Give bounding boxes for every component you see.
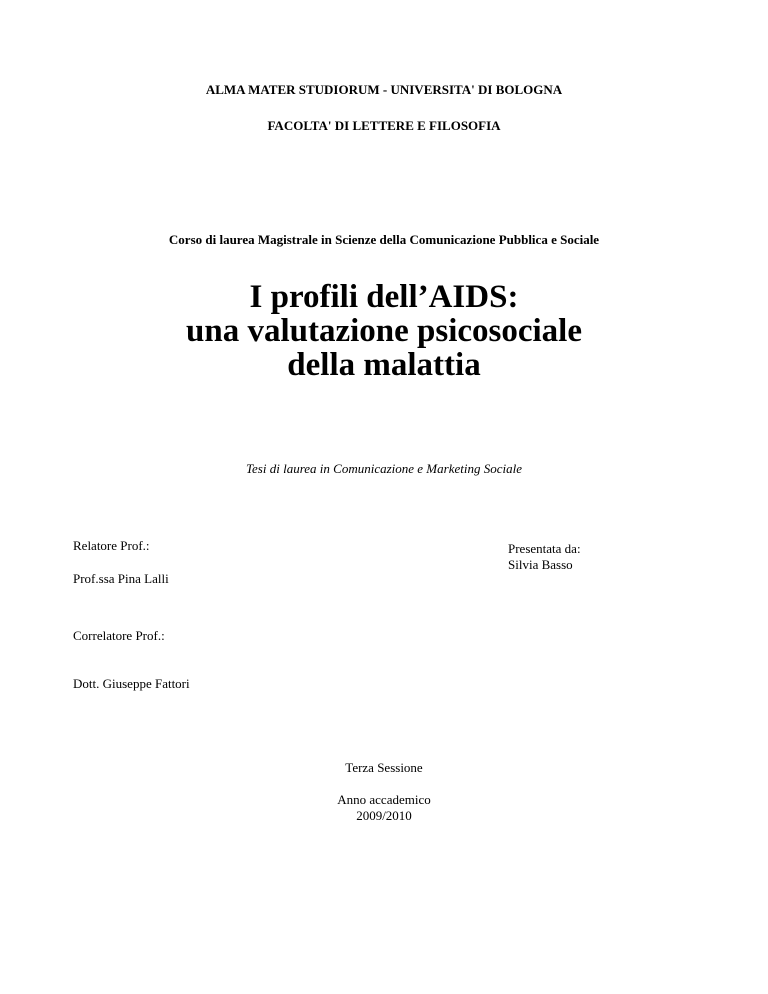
relatore-label: Relatore Prof.: — [73, 538, 150, 553]
session: Terza Sessione — [345, 760, 423, 775]
academic-year-label: Anno accademico — [337, 792, 431, 807]
thesis-title-line-1: I profili dell’AIDS: — [249, 279, 519, 315]
thesis-title-line-2: una valutazione psicosociale — [185, 313, 583, 349]
course-name: Corso di laurea Magistrale in Scienze della Comunicazione Pubblica e Sociale — [168, 232, 600, 247]
thesis-title — [0, 280, 768, 382]
thesis-title-line-3: della malattia — [287, 347, 481, 383]
faculty-name: FACOLTA' DI LETTERE E FILOSOFIA — [267, 118, 501, 133]
author-name: Silvia Basso — [508, 557, 573, 572]
academic-year-value: 2009/2010 — [356, 808, 412, 823]
thesis-type: Tesi di laurea in Comunicazione e Marketing Sociale — [246, 461, 522, 476]
presented-by-label: Presentata da: — [508, 541, 581, 556]
correlatore-name: Dott. Giuseppe Fattori — [73, 676, 190, 691]
correlatore-label: Correlatore Prof.: — [73, 628, 165, 643]
relatore-name: Prof.ssa Pina Lalli — [73, 571, 169, 586]
university-name: ALMA MATER STUDIORUM - UNIVERSITA' DI BOLOGNA — [205, 82, 563, 97]
